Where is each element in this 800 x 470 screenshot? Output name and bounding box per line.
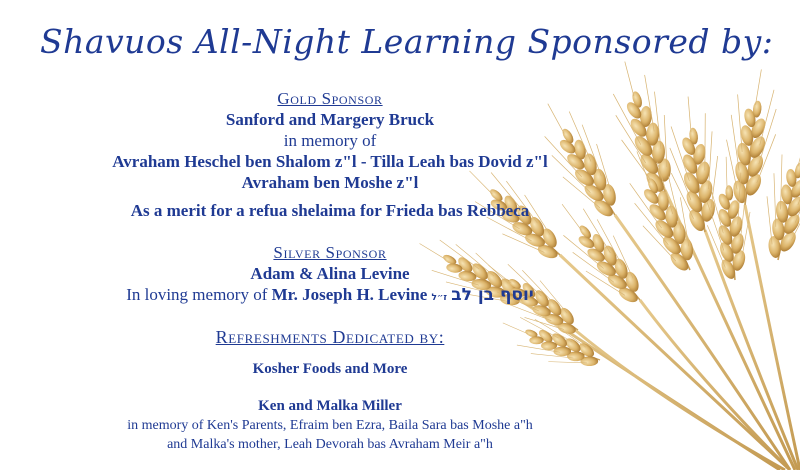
refreshments-heading: Refreshments Dedicated by: xyxy=(215,327,445,347)
silver-memory-line xyxy=(0,285,660,305)
refreshments-memory-line-1: in memory of Ken's Parents, Efraim ben Ezra, Baila Sara bas Moshe a"h xyxy=(127,418,533,433)
gold-merit-line: As a merit for a refua shelaima for Frieda bas Rebbeca xyxy=(130,201,530,220)
refreshments-sponsor-2: Ken and Malka Miller xyxy=(258,398,402,414)
gold-sponsor-heading: Gold Sponsor xyxy=(277,89,383,108)
silver-memory-name: Mr. Joseph H. Levine xyxy=(271,285,428,304)
refreshments-memory-line-2: and Malka's mother, Leah Devorah bas Avraham Meir a"h xyxy=(167,437,493,452)
gold-memory-line-2: Avraham ben Moshe z"l xyxy=(241,173,419,192)
refreshments-sponsor-1: Kosher Foods and More xyxy=(252,361,408,377)
gold-memory-line-1: Avraham Heschel ben Shalom z"l - Tilla Leah bas Dovid z"l xyxy=(112,152,548,171)
silver-memory-prefix: In loving memory of xyxy=(126,285,272,304)
silver-sponsor-heading: Silver Sponsor xyxy=(273,243,387,262)
gold-memory-intro: in memory of xyxy=(283,131,377,150)
gold-sponsor-name: Sanford and Margery Bruck xyxy=(225,110,435,129)
silver-hebrew-abbrev: ז״ל xyxy=(431,293,447,303)
silver-hebrew-name: יוסף בן לב xyxy=(451,285,534,305)
silver-sponsor-name: Adam & Alina Levine xyxy=(250,264,410,283)
page-title: Shavuos All-Night Learning Sponsored by: xyxy=(40,22,774,61)
